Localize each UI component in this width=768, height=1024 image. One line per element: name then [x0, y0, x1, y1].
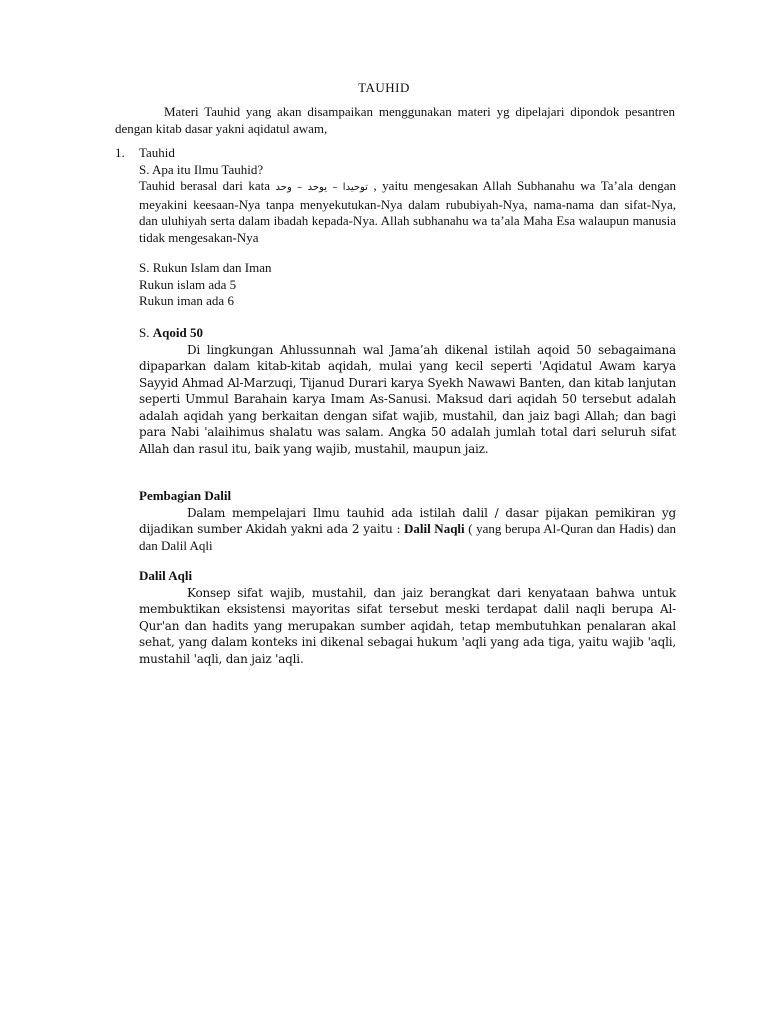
aqoid-prefix: S.	[139, 325, 150, 340]
definition-lead: Tauhid berasal dari kata	[139, 178, 271, 193]
rukun-heading: S. Rukun Islam dan Iman	[139, 260, 272, 275]
dalil-aqli-section	[139, 568, 676, 667]
rukun-islam-line: Rukun islam ada 5	[139, 276, 237, 292]
question-ilmu-tauhid: S. Apa itu Ilmu Tauhid?	[139, 161, 264, 177]
tauhid-section	[139, 145, 676, 246]
section-heading-tauhid: Tauhid	[139, 145, 175, 160]
intro-paragraph: Materi Tauhid yang akan disampaikan menggunakan materi yg dipelajari dipondok pesantren dengan kitab dasar yakni aqidatul awam,	[115, 104, 675, 136]
dalil-aqli-heading: Dalil Aqli	[139, 568, 193, 583]
aqoid-paragraph: Di lingkungan Ahlussunnah wal Jama’ah dikenal istilah aqoid 50 sebagaimana dipaparkan dalam kitab-kitab aqidah, mulai yang kecil seperti 'Aqidatul Awam karya Sayyid Ahmad Al-Marzuqi, Tijanud Durari karya Syekh Nawawi Banten, dan kitab lanjutan seperti Ummul Barahain karya Imam As-Sanusi. Maksud dari aqidah 50 tersebut adalah adalah aqidah yang berkaitan dengan sifat wajib, mustahil, dan jaiz bagi Allah; dan bagi para Nabi 'alaihimus shalatu was salam. Angka 50 adalah jumlah total dari seluruh sifat Allah dan rasul itu, baik yang wajib, mustahil, maupun jaiz.	[139, 342, 676, 456]
pembagian-text-rest: ( yang berupa Al-Quran dan Hadis) dan dan Dalil Aqli	[139, 521, 677, 553]
page-title: TAUHID	[358, 80, 410, 95]
aqoid-heading-line	[139, 325, 676, 342]
aqoid-heading: Aqoid 50	[152, 325, 203, 340]
tauhid-definition	[139, 178, 676, 246]
rukun-section	[139, 260, 676, 310]
pembagian-section	[139, 488, 676, 554]
rukun-iman-line: Rukun iman ada 6	[139, 293, 234, 308]
dalil-aqli-paragraph: Konsep sifat wajib, mustahil, dan jaiz berangkat dari kenyataan bahwa untuk membuktikan eksistensi mayoritas sifat tersebut meski terdapat dalil naqli berupa Al-Qur'an dan hadits yang merupakan sumber aqidah, tetap membutuhkan penalaran akal sehat, yang dalam konteks ini dikenal sebagai hukum 'aqli yang ada tiga, yaitu wajib 'aqli, mustahil 'aqli, dan jaiz 'aqli.	[139, 585, 676, 666]
pembagian-paragraph	[139, 505, 676, 555]
dalil-aqli-heading-line	[139, 568, 676, 585]
definition-rest: , yaitu mengesakan Allah Subhanahu wa Ta’ala dengan meyakini keesaan-Nya tanpa menyekutukan-Nya dalam rububiyah-Nya, nama-nama dan sifat-Nya, dan uluhiyah serta dalam ibadah kepada-Nya. Allah subhanahu wa ta’ala Maha Esa walaupun manusia tidak mengesakan-Nya	[139, 178, 676, 245]
aqoid-section	[139, 325, 676, 457]
pembagian-heading-line	[139, 488, 676, 505]
arabic-term: توحيدا – يوحد – وحد	[275, 182, 368, 193]
dalil-naqli-term: Dalil Naqli	[404, 521, 465, 536]
pembagian-heading: Pembagian Dalil	[139, 488, 232, 503]
pembagian-text-lead: Dalam mempelajari Ilmu tauhid ada istilah dalil / dasar pijakan pemikiran yg dijadikan sumber Akidah yakni ada 2 yaitu :	[139, 505, 676, 536]
list-number: 1.	[115, 145, 125, 160]
